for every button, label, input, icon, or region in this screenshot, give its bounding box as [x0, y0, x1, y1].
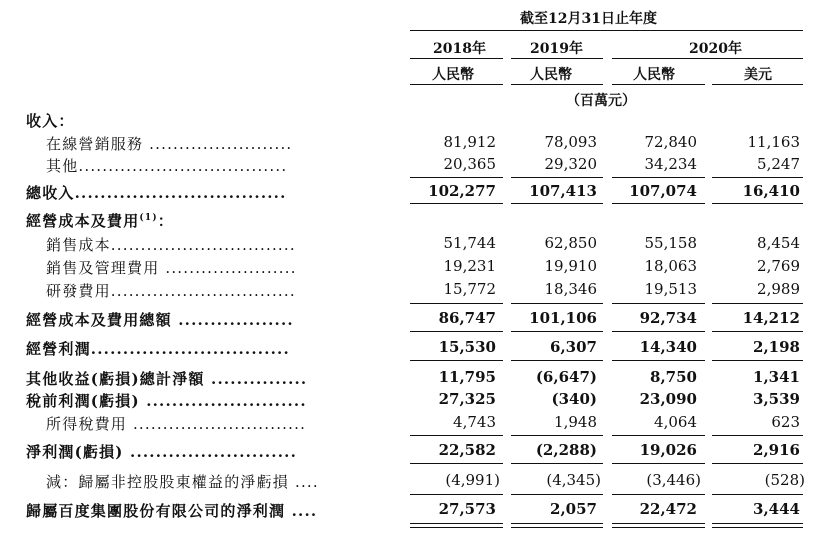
- double-rule-top: [612, 523, 705, 524]
- subtotal-rule: [410, 494, 503, 495]
- subtotal-rule: [712, 494, 803, 495]
- row-value: 4,743: [453, 413, 496, 431]
- row-value: 16,410: [742, 182, 800, 200]
- currency-rule-2020-rmb: [612, 84, 705, 85]
- currency-2020-usd: 美元: [744, 67, 772, 83]
- row-value: (4,991): [445, 471, 500, 489]
- row-label: 減：歸屬非控股股東權益的淨虧損 ....: [46, 473, 319, 491]
- subtotal-rule: [511, 463, 603, 464]
- double-rule-top: [511, 523, 603, 524]
- row-value: 22,472: [639, 500, 697, 518]
- row-value: 1,948: [554, 413, 597, 431]
- row-value: 6,307: [550, 338, 597, 356]
- row-value: (2,288): [535, 441, 597, 459]
- row-value: 55,158: [644, 234, 697, 252]
- header-rule-top: [410, 30, 803, 31]
- row-value: 5,247: [757, 155, 800, 173]
- year-2018: 2018年: [433, 41, 486, 57]
- row-value: 2,198: [753, 338, 800, 356]
- row-value: 78,093: [544, 133, 597, 151]
- row-value: 3,539: [753, 390, 800, 408]
- row-value: 2,989: [757, 280, 800, 298]
- row-value: 101,106: [529, 309, 597, 327]
- double-rule-bottom: [410, 527, 503, 528]
- subtotal-rule: [511, 303, 603, 304]
- subtotal-rule: [612, 360, 705, 361]
- row-label: 在線營銷服務 ........................: [46, 135, 293, 153]
- year-2019: 2019年: [530, 41, 583, 57]
- row-value: 15,772: [443, 280, 496, 298]
- total-rule: [712, 203, 803, 204]
- subtotal-rule: [612, 435, 705, 436]
- currency-2020-rmb: 人民幣: [633, 67, 675, 83]
- row-label: 銷售及管理費用 ......................: [46, 259, 297, 277]
- row-value: 1,341: [753, 368, 800, 386]
- row-value: (340): [551, 390, 597, 408]
- subtotal-rule: [612, 331, 705, 332]
- row-value: 11,163: [747, 133, 800, 151]
- row-value: 11,795: [438, 368, 496, 386]
- year-2020: 2020年: [689, 41, 742, 57]
- row-value: 18,063: [644, 257, 697, 275]
- subtotal-rule: [712, 463, 803, 464]
- row-value: 19,231: [443, 257, 496, 275]
- unit-label: （百萬元）: [566, 93, 636, 109]
- row-value: 2,057: [550, 500, 597, 518]
- double-rule-top: [410, 523, 503, 524]
- currency-rule-2018: [410, 84, 503, 85]
- subtotal-rule: [712, 177, 803, 178]
- subtotal-rule: [511, 494, 603, 495]
- section-costs-label: [26, 210, 174, 231]
- row-value: 72,840: [644, 133, 697, 151]
- row-value: 20,365: [443, 155, 496, 173]
- year-rule-2019: [511, 58, 603, 59]
- subtotal-rule: [511, 435, 603, 436]
- row-label: 淨利潤(虧損) ..........................: [26, 443, 297, 461]
- row-value: 107,074: [629, 182, 697, 200]
- row-label: 稅前利潤(虧損) .........................: [26, 392, 307, 410]
- subtotal-rule: [511, 331, 603, 332]
- row-value: 23,090: [639, 390, 697, 408]
- row-value: 2,769: [757, 257, 800, 275]
- row-value: 19,026: [639, 441, 697, 459]
- row-value: 27,573: [438, 500, 496, 518]
- double-rule-bottom: [612, 527, 705, 528]
- row-label: 研發費用...............................: [46, 282, 296, 300]
- row-value: (3,446): [646, 471, 701, 489]
- subtotal-rule: [712, 331, 803, 332]
- row-value: 86,747: [438, 309, 496, 327]
- row-label: 經營利潤...............................: [26, 340, 290, 358]
- subtotal-rule: [612, 463, 705, 464]
- row-value: 4,064: [654, 413, 697, 431]
- row-value: (6,647): [535, 368, 597, 386]
- section-costs-colon: ：: [157, 212, 174, 230]
- row-label: 其他收益(虧損)總計淨額 ...............: [26, 370, 308, 388]
- section-revenue-label: 收入：: [26, 112, 75, 130]
- row-value: 14,340: [639, 338, 697, 356]
- subtotal-rule: [511, 360, 603, 361]
- row-value: 18,346: [544, 280, 597, 298]
- row-value: 14,212: [742, 309, 800, 327]
- year-rule-2018: [410, 58, 503, 59]
- row-value: 92,734: [639, 309, 697, 327]
- row-value: 2,916: [753, 441, 800, 459]
- subtotal-rule: [410, 177, 503, 178]
- currency-rule-2020-usd: [712, 84, 803, 85]
- row-label: 總收入.................................: [26, 184, 287, 202]
- subtotal-rule: [410, 303, 503, 304]
- row-label: 所得稅費用 .............................: [46, 415, 307, 433]
- row-value: 15,530: [438, 338, 496, 356]
- double-rule-top: [712, 523, 803, 524]
- row-value: 34,234: [644, 155, 697, 173]
- currency-2018: 人民幣: [432, 67, 474, 83]
- total-rule: [410, 203, 503, 204]
- subtotal-rule: [612, 303, 705, 304]
- total-rule: [612, 203, 705, 204]
- subtotal-rule: [410, 360, 503, 361]
- section-costs-text: 經營成本及費用: [26, 212, 140, 230]
- subtotal-rule: [612, 494, 705, 495]
- row-value: 19,910: [544, 257, 597, 275]
- total-rule: [511, 203, 603, 204]
- year-rule-2020: [612, 58, 803, 59]
- row-value: 102,277: [428, 182, 496, 200]
- row-value: 27,325: [438, 390, 496, 408]
- row-value: (4,345): [546, 471, 601, 489]
- row-value: 8,750: [650, 368, 697, 386]
- row-value: 81,912: [443, 133, 496, 151]
- row-value: (528): [764, 471, 805, 489]
- subtotal-rule: [612, 177, 705, 178]
- row-value: 623: [771, 413, 800, 431]
- subtotal-rule: [712, 360, 803, 361]
- subtotal-rule: [712, 303, 803, 304]
- row-label: 其他...................................: [46, 157, 288, 175]
- row-value: 19,513: [644, 280, 697, 298]
- subtotal-rule: [511, 177, 603, 178]
- double-rule-bottom: [511, 527, 603, 528]
- currency-2019: 人民幣: [530, 67, 572, 83]
- row-value: 22,582: [438, 441, 496, 459]
- row-value: 29,320: [544, 155, 597, 173]
- double-rule-bottom: [712, 527, 803, 528]
- subtotal-rule: [712, 435, 803, 436]
- row-value: 3,444: [753, 500, 800, 518]
- footnote-marker: (1): [139, 213, 158, 223]
- row-value: 51,744: [443, 234, 496, 252]
- subtotal-rule: [410, 331, 503, 332]
- period-title: 截至12月31日止年度: [520, 11, 657, 27]
- row-value: 8,454: [757, 234, 800, 252]
- row-label: 經營成本及費用總額 ..................: [26, 311, 294, 329]
- row-label: 銷售成本...............................: [46, 236, 296, 254]
- subtotal-rule: [410, 463, 503, 464]
- currency-rule-2019: [511, 84, 603, 85]
- row-value: 62,850: [544, 234, 597, 252]
- subtotal-rule: [410, 435, 503, 436]
- row-value: 107,413: [529, 182, 597, 200]
- row-label: 歸屬百度集團股份有限公司的淨利潤 ....: [26, 502, 318, 520]
